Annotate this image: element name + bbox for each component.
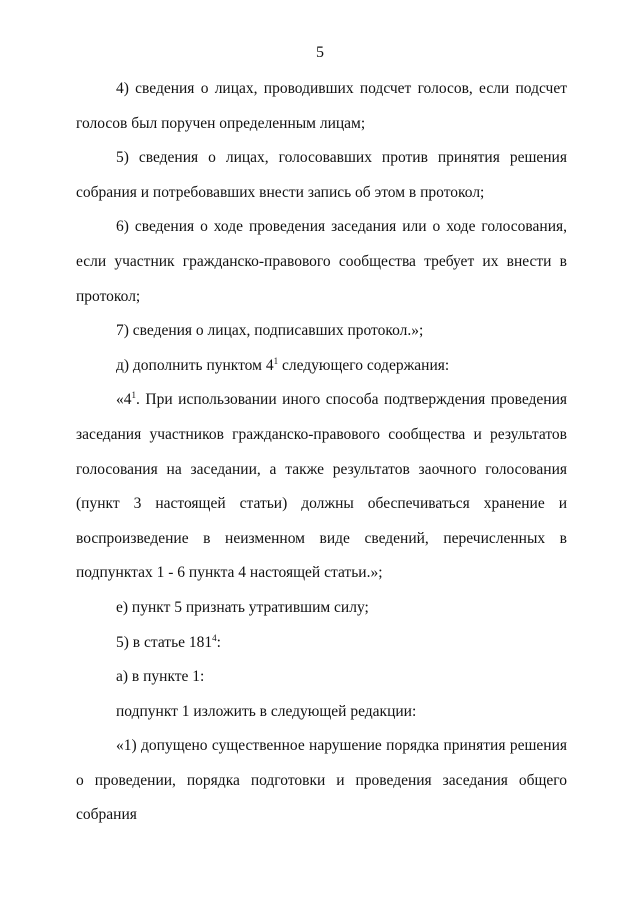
paragraph-article — [76, 626, 567, 661]
text-segment: «4 — [116, 391, 132, 409]
paragraph-item-7: 7) сведения о лицах, подписавших протокол.»; — [116, 322, 424, 340]
paragraph-item-5: 5) сведения о лицах, голосовавших против принятия решения собрания и потребовавших внести запись об этом в протокол; — [76, 149, 567, 201]
paragraph-new-point — [76, 383, 567, 591]
page-number: 5 — [316, 44, 324, 61]
text-segment: . При использовании иного способа подтверждения проведения заседания участников гражданско-правового сообщества и результатов голосования на заседании, а также результатов заочного голосования (пункт 3 настоящей статьи) должны обеспечиваться хранение и воспроизведение в неизменном виде сведений, перечисленных в подпунктах 1 - 6 пункта 4 настоящей статьи.»; — [76, 391, 567, 582]
paragraph-subpoint-1: «1) допущено существенное нарушение порядка принятия решения о проведении, порядка подготовки и проведения заседания общего собрания — [76, 737, 567, 824]
document-body — [76, 72, 567, 833]
superscript: 1 — [273, 355, 279, 366]
superscript: 4 — [212, 632, 217, 643]
paragraph-item-6: 6) сведения о ходе проведения заседания или о ходе голосования, если участник гражданско-правового сообщества требует их внести в протокол; — [76, 218, 567, 305]
paragraph-subpoint-intro: подпункт 1 изложить в следующей редакции: — [116, 702, 417, 720]
text-segment: следующего содержания: — [278, 356, 450, 374]
text-segment: : — [216, 633, 221, 651]
text-segment: д) дополнить пунктом 4 — [116, 356, 274, 374]
text-segment: 5) в статье 181 — [116, 633, 213, 651]
paragraph-amendment-e: е) пункт 5 признать утратившим силу; — [116, 598, 369, 616]
paragraph-item-4: 4) сведения о лицах, проводивших подсчет голосов, если подсчет голосов был поручен определенным лицам; — [76, 80, 567, 132]
superscript: 1 — [131, 390, 136, 401]
paragraph-point-a: а) в пункте 1: — [116, 668, 205, 686]
paragraph-amendment-d — [76, 349, 567, 384]
